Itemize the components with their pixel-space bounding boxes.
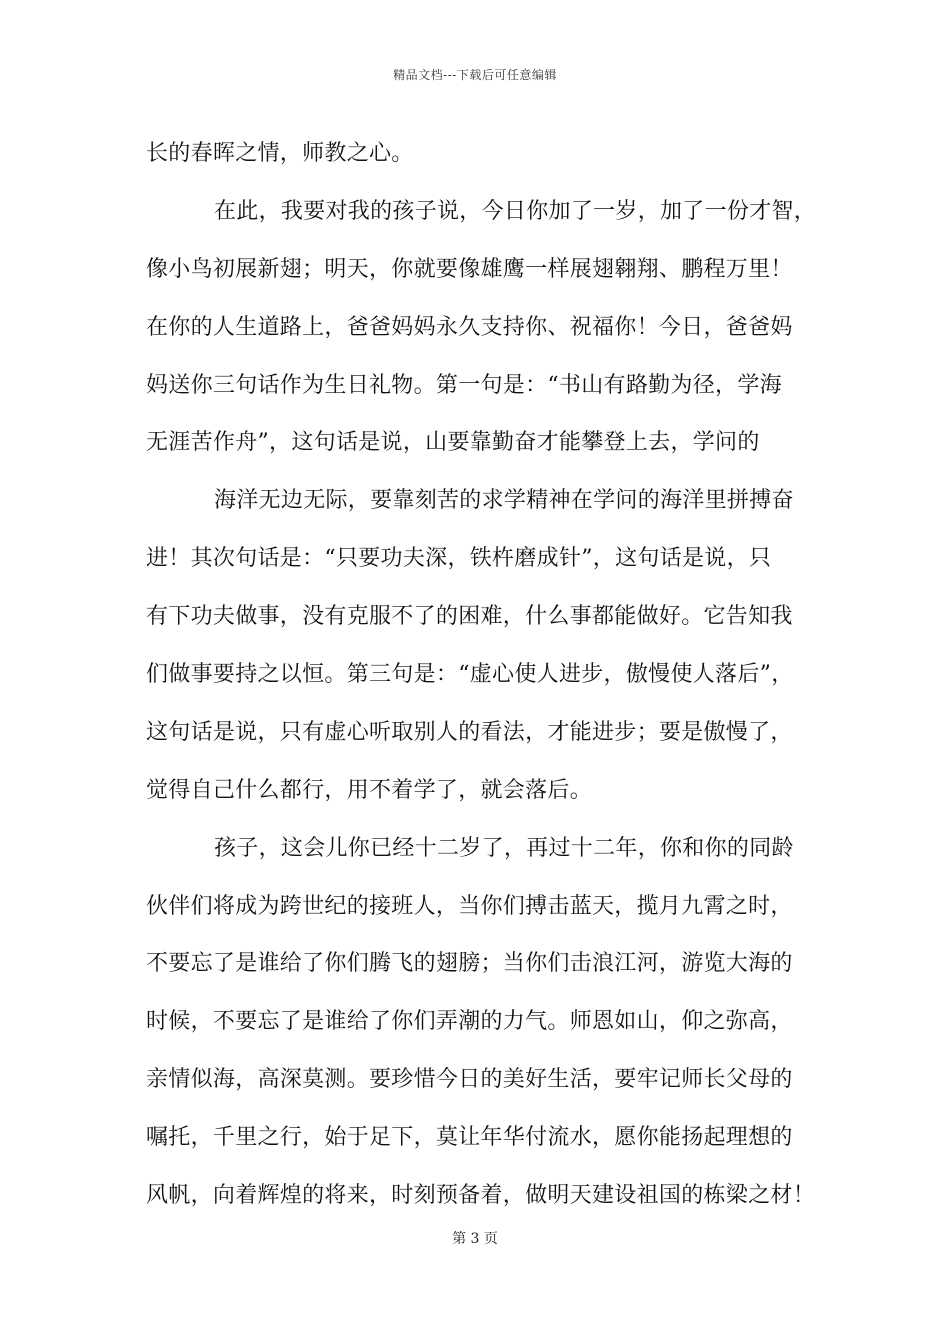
page-number: 第 3 页 <box>452 1231 498 1247</box>
body-line: 时候，不要忘了是谁给了你们弄潮的力气。师恩如山，仰之弥高， <box>146 1009 793 1035</box>
body-line: 觉得自己什么都行，用不着学了，就会落后。 <box>146 777 593 803</box>
body-line: 不要忘了是谁给了你们腾飞的翅膀；当你们击浪江河，游览大海的 <box>146 951 793 977</box>
body-line: 风帆，向着辉煌的将来，时刻预备着，做明天建设祖国的栋梁之材！ <box>146 1183 816 1209</box>
body-line: 孩子，这会儿你已经十二岁了，再过十二年，你和你的同龄 <box>214 835 794 861</box>
body-line: 进！其次句话是：“只要功夫深，铁杵磨成针”，这句话是说，只 <box>146 546 772 572</box>
body-line: 海洋无边无际，要靠刻苦的求学精神在学问的海洋里拼搏奋 <box>214 488 794 514</box>
body-line: 亲情似海，高深莫测。要珍惜今日的美好生活，要牢记师长父母的 <box>146 1067 793 1093</box>
body-line: 这句话是说，只有虚心听取别人的看法，才能进步；要是傲慢了， <box>146 719 793 745</box>
document-body <box>146 136 836 1236</box>
body-line: 长的春晖之情，师教之心。 <box>146 141 414 166</box>
body-line: 在此，我要对我的孩子说，今日你加了一岁，加了一份才智， <box>214 198 817 224</box>
body-line: 有下功夫做事，没有克服不了的困难，什么事都能做好。它告知我 <box>146 604 793 630</box>
page-header: 精品文档---下载后可任意编辑 <box>393 68 557 82</box>
body-line: 在你的人生道路上，爸爸妈妈永久支持你、祝福你！今日，爸爸妈 <box>146 314 793 340</box>
body-line: 们做事要持之以恒。第三句是：“虚心使人进步，傲慢使人落后”， <box>146 662 794 688</box>
body-line: 妈送你三句话作为生日礼物。第一句是：“书山有路勤为径，学海 <box>146 372 782 398</box>
body-line: 像小鸟初展新翅；明天，你就要像雄鹰一样展翅翱翔、鹏程万里！ <box>146 256 793 282</box>
body-line: 无涯苦作舟”，这句话是说，山要靠勤奋才能攀登上去，学问的 <box>146 430 760 456</box>
body-line: 伙伴们将成为跨世纪的接班人，当你们搏击蓝天，揽月九霄之时， <box>146 893 793 919</box>
body-line: 嘱托，千里之行，始于足下，莫让年华付流水，愿你能扬起理想的 <box>146 1125 793 1151</box>
